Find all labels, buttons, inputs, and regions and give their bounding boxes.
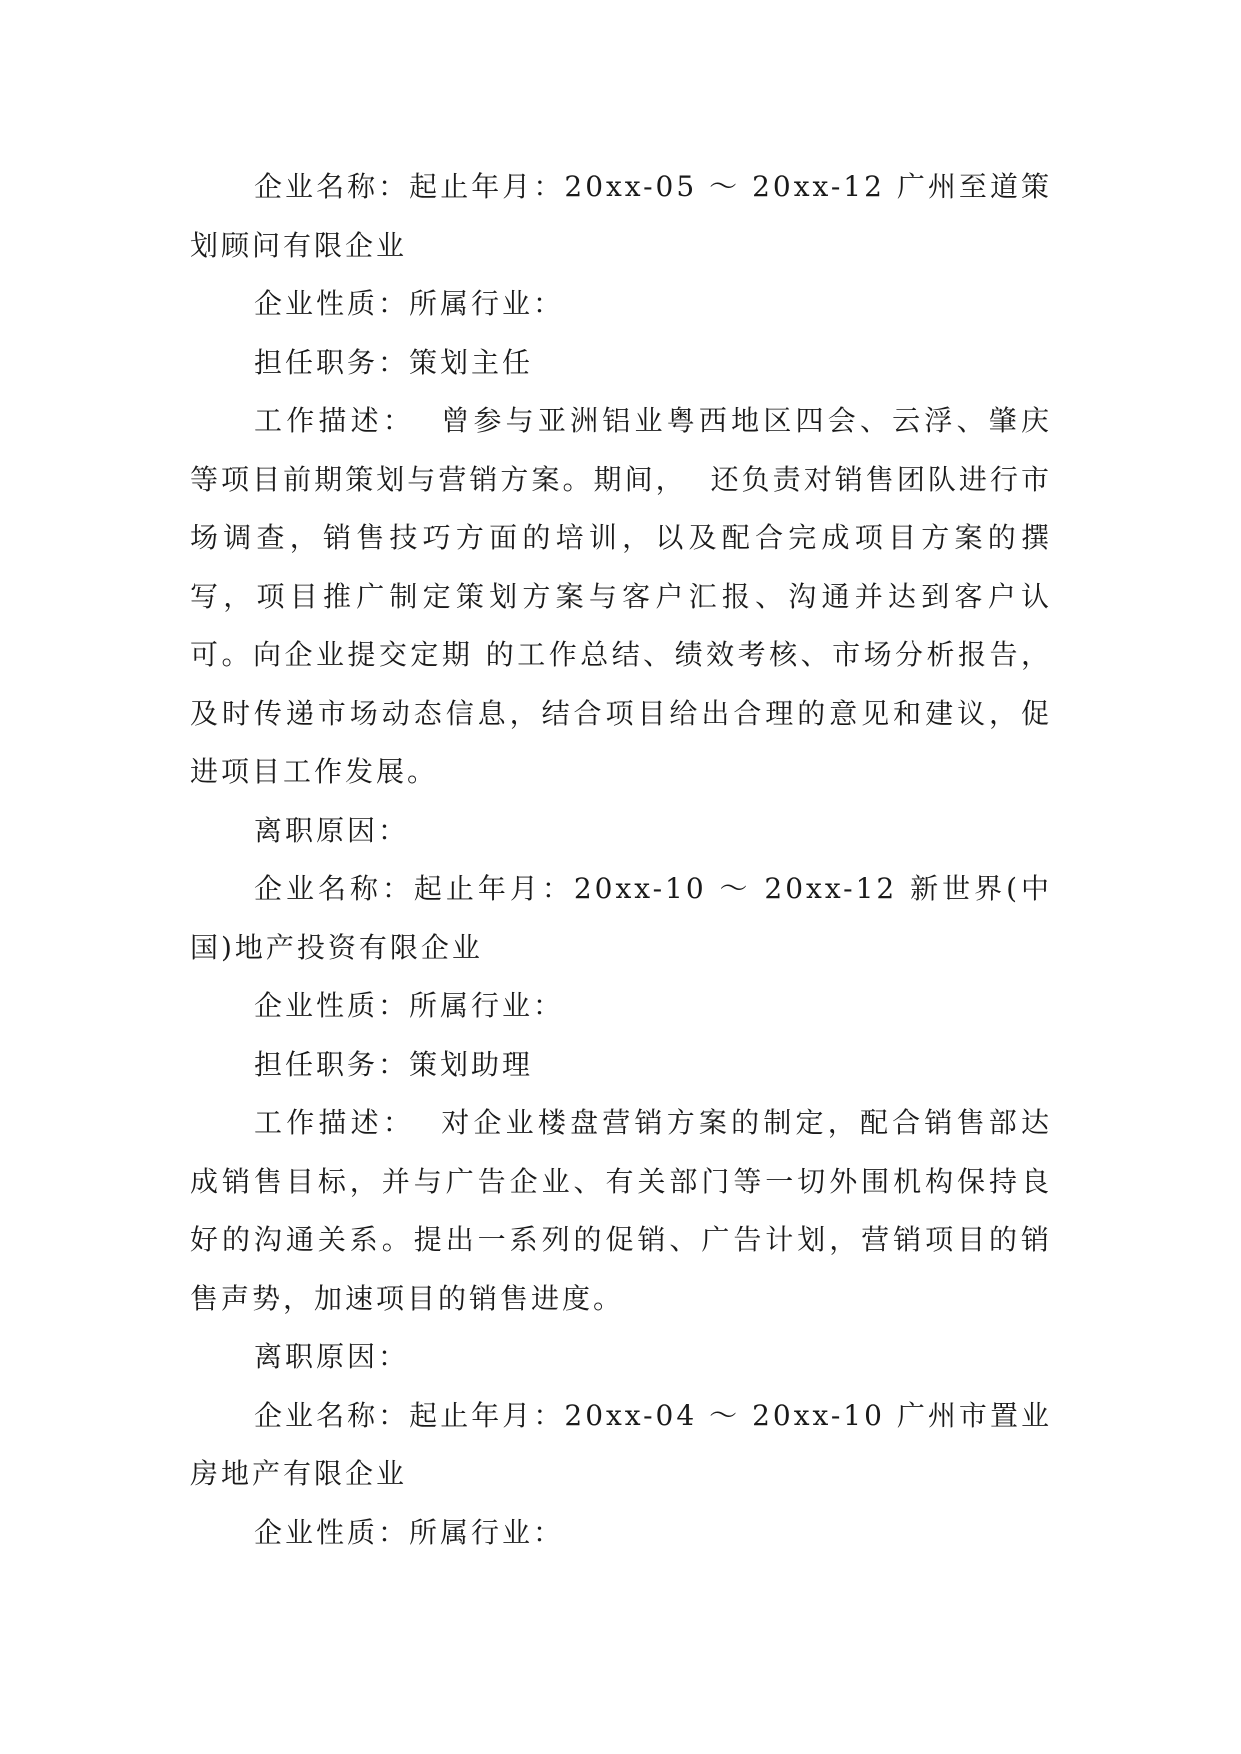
company-name-line-3: 企业名称：起止年月：20xx-04 ～ 20xx-10 广州市置业房地产有限企业 (190, 1398, 1052, 1490)
company-nature-line-1: 企业性质：所属行业： (254, 287, 565, 320)
position-line-2: 担任职务：策划助理 (254, 1047, 534, 1081)
leaving-reason-1: 离职原因： (254, 813, 410, 847)
company-nature-line-3: 企业性质：所属行业： (254, 1515, 565, 1549)
company-name-line-1: 企业名称：起止年月：20xx-05 ～ 20xx-12 广州至道策划顾问有限企业 (190, 170, 1052, 262)
job-description-2: 工作描述： 对企业楼盘营销方案的制定，配合销售部达成销售目标，并与广告企业、有关部门等一切外围机构保持良好的沟通关系。提出一系列的促销、广告计划，营销项目的销售声势，加速项目的销售进度。 (190, 1106, 1052, 1315)
job-description-1: 工作描述： 曾参与亚洲铝业粤西地区四会、云浮、肇庆等项目前期策划与营销方案。期间， 还负责对销售团队进行市场调查，销售技巧方面的培训，以及配合完成项目方案的撰写，项目推广制定策划方案与客户汇报、沟通并达到客户认可。向企业提交定期 的工作总结、绩效考核、市场分析报告，及时传递市场动态信息，结合项目给出合理的意见和建议，促进项目工作发展。 (190, 404, 1052, 788)
company-name-line-2: 企业名称：起止年月：20xx-10 ～ 20xx-12 新世界(中国)地产投资有限企业 (190, 872, 1052, 964)
position-line-1: 担任职务：策划主任 (254, 345, 534, 379)
document-page (190, 158, 1052, 1562)
company-nature-line-2: 企业性质：所属行业： (254, 989, 565, 1022)
leaving-reason-2: 离职原因： (254, 1340, 410, 1373)
